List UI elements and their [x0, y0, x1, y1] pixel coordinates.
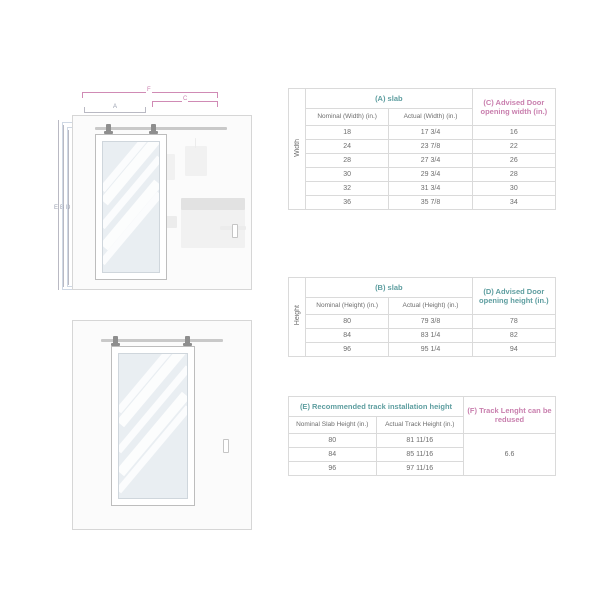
track-length-value: 6.6: [464, 434, 556, 476]
cell: 96: [306, 343, 389, 357]
cell: 17 3/4: [389, 126, 472, 140]
wall-panel-icon: [185, 146, 207, 176]
roller-right-top: [151, 124, 156, 133]
cell: 80: [306, 315, 389, 329]
glass-stripe-2b: [118, 365, 188, 453]
track-header-e: (E) Recommended track installation height: [289, 397, 464, 417]
cell: 95 1/4: [389, 343, 472, 357]
dim-line-a: [84, 112, 146, 113]
height-sub-actual: Actual (Height) (in.): [389, 298, 472, 315]
scene-top: [72, 115, 252, 290]
height-table: [288, 277, 556, 357]
width-side-label: Width: [289, 89, 306, 210]
track-rail-bottom: [101, 339, 223, 342]
cell: 84: [306, 329, 389, 343]
height-header-d: (D) Advised Door opening height (in.): [472, 278, 555, 315]
width-header-c: (C) Advised Door opening width (in.): [472, 89, 555, 126]
door-slab-bottom: [111, 346, 195, 506]
table-row: [289, 182, 556, 196]
roller-left-top: [106, 124, 111, 133]
dim-label-d: D: [66, 205, 71, 211]
cell: 34: [472, 196, 555, 210]
glass-stripe-2: [102, 156, 160, 229]
door-handle-top-scene: [232, 224, 238, 238]
cell: 32: [306, 182, 389, 196]
table-row: [289, 126, 556, 140]
track-rail-top: [95, 127, 227, 130]
roller-right-bottom: [185, 336, 190, 345]
cell: 28: [306, 154, 389, 168]
roller-left-bottom: [113, 336, 118, 345]
width-sub-nominal: Nominal (Width) (in.): [306, 109, 389, 126]
cell: 18: [306, 126, 389, 140]
cell: 30: [306, 168, 389, 182]
table-row: [289, 315, 556, 329]
dim-label-a: A: [113, 104, 118, 110]
cell: 30: [472, 182, 555, 196]
cell: 79 3/8: [389, 315, 472, 329]
cell: 78: [472, 315, 555, 329]
width-header-a: (A) slab: [306, 89, 473, 109]
dim-line-e-vert: [58, 120, 59, 290]
dim-tick-c-right: [217, 101, 218, 107]
dim-label-b: B: [60, 205, 65, 211]
cell: 29 3/4: [389, 168, 472, 182]
track-sub-nominal: Nominal Slab Height (in.): [289, 417, 377, 434]
dim-tick-a-right: [145, 107, 146, 113]
cell: 22: [472, 140, 555, 154]
dim-tick-f-right: [217, 92, 218, 98]
cell: 83 1/4: [389, 329, 472, 343]
dim-tick-f-left: [82, 92, 83, 98]
table-row: [289, 434, 556, 448]
width-table: [288, 88, 556, 210]
cell: 31 3/4: [389, 182, 472, 196]
cell: 24: [306, 140, 389, 154]
dim-label-c: C: [183, 96, 188, 102]
table-row: [289, 140, 556, 154]
door-handle-bottom-scene: [223, 439, 229, 453]
door-glass-top: [102, 141, 160, 273]
cell: 23 7/8: [389, 140, 472, 154]
glass-stripe-3b: [118, 406, 188, 494]
cell: 35 7/8: [389, 196, 472, 210]
table-row: [289, 343, 556, 357]
bed-headboard-icon: [181, 198, 245, 210]
cell: 82: [472, 329, 555, 343]
cell: 84: [289, 448, 377, 462]
height-header-b: (B) slab: [306, 278, 473, 298]
table-row: [289, 329, 556, 343]
door-slab-top: [95, 134, 167, 280]
scene-bottom: [72, 320, 252, 530]
cell: 80: [289, 434, 377, 448]
table-row: [289, 278, 556, 298]
door-diagram: [0, 0, 280, 600]
cell: 16: [472, 126, 555, 140]
table-row: [289, 154, 556, 168]
track-sub-actual: Actual Track Height (in.): [376, 417, 464, 434]
cell: 27 3/4: [389, 154, 472, 168]
cell: 94: [472, 343, 555, 357]
dim-label-f: F: [147, 87, 151, 93]
table-row: [289, 89, 556, 109]
pendant-cord-icon: [195, 138, 196, 148]
height-sub-nominal: Nominal (Height) (in.): [306, 298, 389, 315]
height-side-label: Height: [289, 278, 306, 357]
cell: 85 11/16: [376, 448, 464, 462]
cell: 28: [472, 168, 555, 182]
cell: 26: [472, 154, 555, 168]
track-header-f: (F) Track Lenght can be redused: [464, 397, 556, 434]
dim-label-e: E: [54, 205, 59, 211]
cell: 81 11/16: [376, 434, 464, 448]
dim-tick-a-left: [84, 107, 85, 113]
cell: 97 11/16: [376, 462, 464, 476]
track-table: [288, 396, 556, 476]
table-row: [289, 196, 556, 210]
width-sub-actual: Actual (Width) (in.): [389, 109, 472, 126]
dim-tick-c-left: [152, 101, 153, 107]
cell: 96: [289, 462, 377, 476]
cell: 36: [306, 196, 389, 210]
table-row: [289, 168, 556, 182]
glass-stripe-3: [102, 192, 160, 265]
door-glass-bottom: [118, 353, 188, 499]
table-row: [289, 397, 556, 417]
